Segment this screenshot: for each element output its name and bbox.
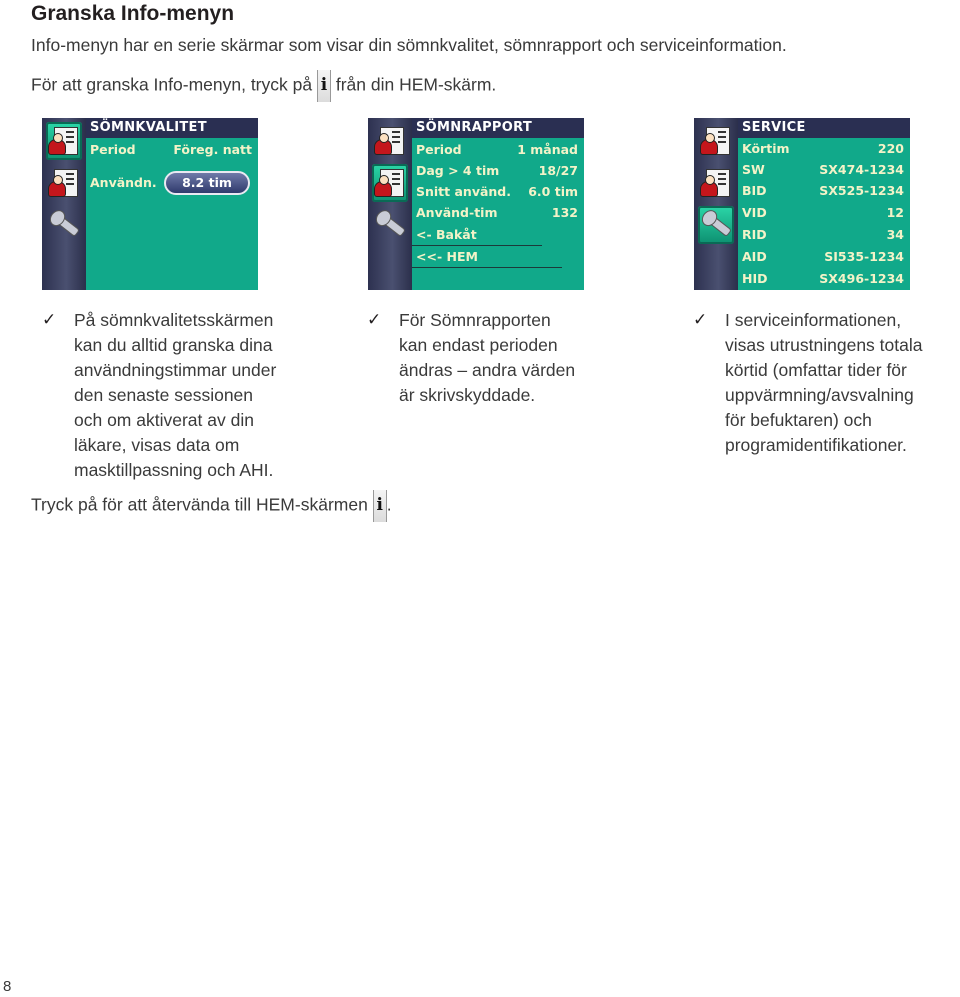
- screen-row: AID SI535-1234: [742, 249, 904, 264]
- usage-row: Användn.: [90, 175, 157, 190]
- screen-sidebar: [42, 118, 86, 290]
- screen-panel: [412, 118, 584, 290]
- screen-row: VID 12: [742, 205, 904, 220]
- checkmark-icon: ✓: [367, 310, 382, 330]
- screen-row[interactable]: Period 1 månad: [416, 142, 578, 157]
- bullet-line: På sömnkvalitetsskärmen: [74, 310, 274, 330]
- bullet-line: är skrivskyddade.: [399, 385, 536, 405]
- bullet-line: läkare, visas data om: [74, 435, 240, 455]
- bullet-line: körtid (omfattar tider för: [725, 360, 907, 380]
- instruction-before: För att granska Info-menyn, tryck på: [31, 74, 313, 95]
- sleep-quality-icon[interactable]: [46, 122, 82, 160]
- bullet-line: I serviceinformationen,: [725, 310, 902, 330]
- page-number: 8: [3, 978, 12, 995]
- bullet-line: ändras – andra värden: [399, 360, 576, 380]
- screen-row: Körtim 220: [742, 141, 904, 156]
- wrench-icon[interactable]: [372, 206, 408, 244]
- screen-row: HID SX496-1234: [742, 271, 904, 286]
- intro-text: Info-menyn har en serie skärmar som visar din sömnkvalitet, sömnrapport och serviceinformation.: [31, 35, 787, 55]
- screen-row: SW SX474-1234: [742, 162, 904, 177]
- sleep-report-icon[interactable]: [698, 164, 734, 202]
- return-text: Tryck på för att återvända till HEM-skärmen: [31, 494, 368, 515]
- bullet-line: För Sömnrapporten: [399, 310, 551, 330]
- info-icon: i: [317, 70, 331, 102]
- screen-title: SÖMNRAPPORT: [412, 118, 584, 138]
- screen-row: RID 34: [742, 227, 904, 242]
- bullet-line: uppvärmning/avsvalning: [725, 385, 914, 405]
- sleep-quality-icon[interactable]: [698, 122, 734, 160]
- screen-somnrapport: [368, 118, 584, 290]
- screen-row: BID SX525-1234: [742, 183, 904, 198]
- bullet-line: användningstimmar under: [74, 360, 277, 380]
- instruction-after: från din HEM-skärm.: [335, 74, 497, 95]
- wrench-icon[interactable]: [46, 206, 82, 244]
- screen-row: Använd-tim 132: [416, 205, 578, 220]
- screen-title: SERVICE: [738, 118, 910, 138]
- bullet-line: masktillpassning och AHI.: [74, 460, 274, 480]
- bullet-col-3: [693, 308, 960, 468]
- screen-sidebar: [368, 118, 412, 290]
- bullet-line: kan du alltid granska dina: [74, 335, 273, 355]
- sleep-quality-icon[interactable]: [372, 122, 408, 160]
- bullet-line: den senaste sessionen: [74, 385, 254, 405]
- sleep-report-icon[interactable]: [372, 164, 408, 202]
- screen-panel: [86, 118, 258, 290]
- home-menu-item[interactable]: <<- HEM: [412, 246, 562, 268]
- bullet-line: kan endast perioden: [399, 335, 558, 355]
- screen-sidebar: [694, 118, 738, 290]
- checkmark-icon: ✓: [693, 310, 708, 330]
- info-icon: i: [373, 490, 387, 522]
- screen-title: SÖMNKVALITET: [86, 118, 258, 138]
- instruction-line: [31, 70, 496, 102]
- screen-somnkvalitet: [42, 118, 258, 290]
- bullet-line: programidentifikationer.: [725, 435, 907, 455]
- checkmark-icon: ✓: [42, 310, 57, 330]
- bullet-col-2: [367, 308, 667, 418]
- screen-row: Snitt använd. 6.0 tim: [416, 184, 578, 199]
- bullet-col-1: [42, 308, 342, 488]
- usage-value-pill: 8.2 tim: [164, 171, 250, 195]
- screen-panel: [738, 118, 910, 290]
- bullet-line: för befuktaren) och: [725, 410, 872, 430]
- page-title: Granska Info-menyn: [31, 2, 235, 25]
- back-menu-item[interactable]: <- Bakåt: [412, 224, 542, 246]
- return-period: .: [386, 494, 392, 515]
- sleep-report-icon[interactable]: [46, 164, 82, 202]
- bullet-line: visas utrustningens totala: [725, 335, 923, 355]
- wrench-icon[interactable]: [698, 206, 734, 244]
- screen-row[interactable]: Period Föreg. natt: [90, 142, 252, 157]
- screen-service: [694, 118, 910, 290]
- screen-row: Dag > 4 tim 18/27: [416, 163, 578, 178]
- bullet-line: och om aktiverat av din: [74, 410, 254, 430]
- return-instruction: [31, 490, 392, 522]
